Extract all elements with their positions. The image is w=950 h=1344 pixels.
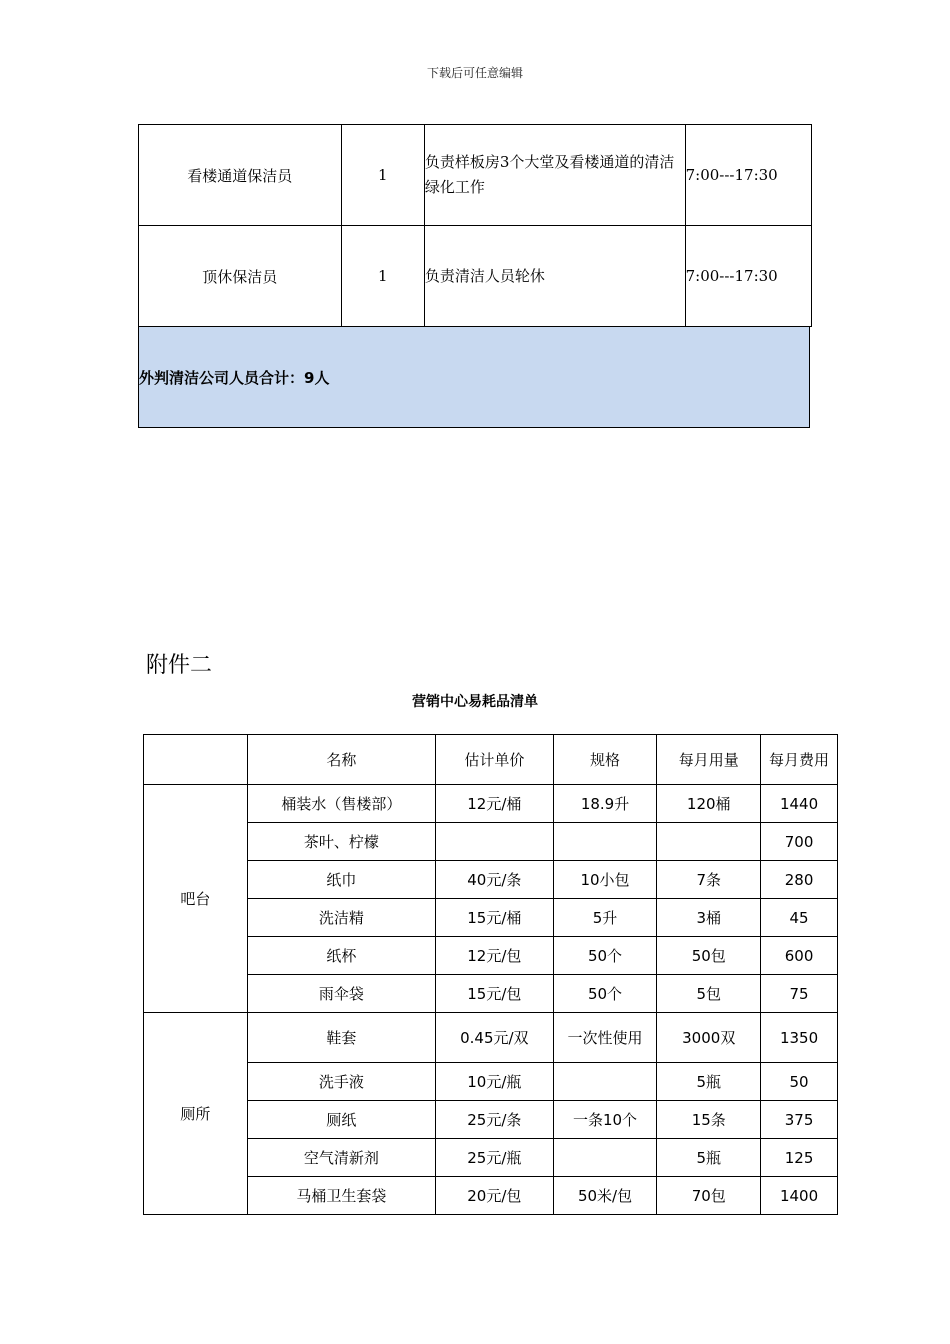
staff-duty: 负责清洁人员轮休 (424, 226, 685, 327)
consumables-list-title: 营销中心易耗品清单 (412, 694, 538, 710)
table-row (144, 1013, 838, 1063)
item-monthly-cost: 280 (761, 861, 838, 899)
item-spec (553, 823, 657, 861)
item-monthly-qty (657, 823, 761, 861)
item-monthly-qty: 7条 (657, 861, 761, 899)
item-spec: 50米/包 (553, 1177, 657, 1215)
item-monthly-qty: 3000双 (657, 1013, 761, 1063)
item-spec: 50个 (553, 975, 657, 1013)
item-spec: 一次性使用 (553, 1013, 657, 1063)
item-unit-price: 15元/包 (436, 975, 554, 1013)
item-unit-price: 20元/包 (436, 1177, 554, 1215)
item-unit-price: 12元/包 (436, 937, 554, 975)
item-unit-price: 25元/瓶 (436, 1139, 554, 1177)
item-unit-price: 10元/瓶 (436, 1063, 554, 1101)
item-spec: 18.9升 (553, 785, 657, 823)
item-monthly-qty: 5瓶 (657, 1063, 761, 1101)
item-monthly-cost: 1400 (761, 1177, 838, 1215)
item-name: 纸巾 (247, 861, 435, 899)
header-category (144, 735, 248, 785)
staff-hours: 7:00---17:30 (685, 226, 811, 327)
table-row (139, 125, 812, 226)
table-row (144, 823, 838, 861)
header-unit-price: 估计单价 (436, 735, 554, 785)
page-header-note: 下载后可任意编辑 (426, 66, 523, 80)
staff-duty: 负责样板房3个大堂及看楼通道的清洁绿化工作 (424, 125, 685, 226)
header-monthly-qty: 每月用量 (657, 735, 761, 785)
item-monthly-qty: 120桶 (657, 785, 761, 823)
item-monthly-qty: 5包 (657, 975, 761, 1013)
header-spec: 规格 (553, 735, 657, 785)
item-name: 空气清新剂 (247, 1139, 435, 1177)
table-row (144, 1139, 838, 1177)
item-monthly-cost: 375 (761, 1101, 838, 1139)
item-spec: 一条10个 (553, 1101, 657, 1139)
category-cell: 厕所 (144, 1013, 248, 1215)
annex-heading: 附件二 (146, 653, 213, 678)
item-unit-price: 15元/桶 (436, 899, 554, 937)
table-row (139, 226, 812, 327)
item-spec: 5升 (553, 899, 657, 937)
item-unit-price: 12元/桶 (436, 785, 554, 823)
staff-count: 1 (341, 125, 424, 226)
item-unit-price: 0.45元/双 (436, 1013, 554, 1063)
table-row (144, 899, 838, 937)
item-unit-price: 40元/条 (436, 861, 554, 899)
staff-role: 看楼通道保洁员 (139, 125, 342, 226)
item-monthly-cost: 1350 (761, 1013, 838, 1063)
header-name: 名称 (247, 735, 435, 785)
item-name: 洗手液 (247, 1063, 435, 1101)
item-monthly-cost: 50 (761, 1063, 838, 1101)
staff-total-label: 外判清洁公司人员合计：9人 (139, 368, 330, 387)
table-row (144, 861, 838, 899)
item-name: 鞋套 (247, 1013, 435, 1063)
item-monthly-qty: 50包 (657, 937, 761, 975)
item-unit-price: 25元/条 (436, 1101, 554, 1139)
staff-role: 顶休保洁员 (139, 226, 342, 327)
item-monthly-cost: 1440 (761, 785, 838, 823)
item-monthly-qty: 70包 (657, 1177, 761, 1215)
consumables-table (143, 734, 838, 1215)
table-row (144, 1101, 838, 1139)
table-row (144, 1063, 838, 1101)
header-monthly-cost: 每月费用 (761, 735, 838, 785)
staff-hours: 7:00---17:30 (685, 125, 811, 226)
cleaning-staff-table (138, 124, 812, 327)
item-name: 雨伞袋 (247, 975, 435, 1013)
item-name: 洗洁精 (247, 899, 435, 937)
staff-total-row (138, 326, 810, 428)
item-unit-price (436, 823, 554, 861)
table-row (144, 1177, 838, 1215)
item-name: 茶叶、柠檬 (247, 823, 435, 861)
table-row (144, 975, 838, 1013)
table-row (144, 785, 838, 823)
item-monthly-cost: 75 (761, 975, 838, 1013)
category-cell: 吧台 (144, 785, 248, 1013)
item-monthly-cost: 125 (761, 1139, 838, 1177)
table-row (144, 937, 838, 975)
staff-count: 1 (341, 226, 424, 327)
item-spec: 50个 (553, 937, 657, 975)
item-monthly-cost: 45 (761, 899, 838, 937)
item-name: 马桶卫生套袋 (247, 1177, 435, 1215)
item-spec: 10小包 (553, 861, 657, 899)
item-spec (553, 1063, 657, 1101)
item-monthly-qty: 5瓶 (657, 1139, 761, 1177)
item-name: 厕纸 (247, 1101, 435, 1139)
item-monthly-cost: 700 (761, 823, 838, 861)
item-spec (553, 1139, 657, 1177)
item-monthly-qty: 15条 (657, 1101, 761, 1139)
item-monthly-qty: 3桶 (657, 899, 761, 937)
item-name: 纸杯 (247, 937, 435, 975)
item-monthly-cost: 600 (761, 937, 838, 975)
table-header-row (144, 735, 838, 785)
item-name: 桶装水（售楼部） (247, 785, 435, 823)
